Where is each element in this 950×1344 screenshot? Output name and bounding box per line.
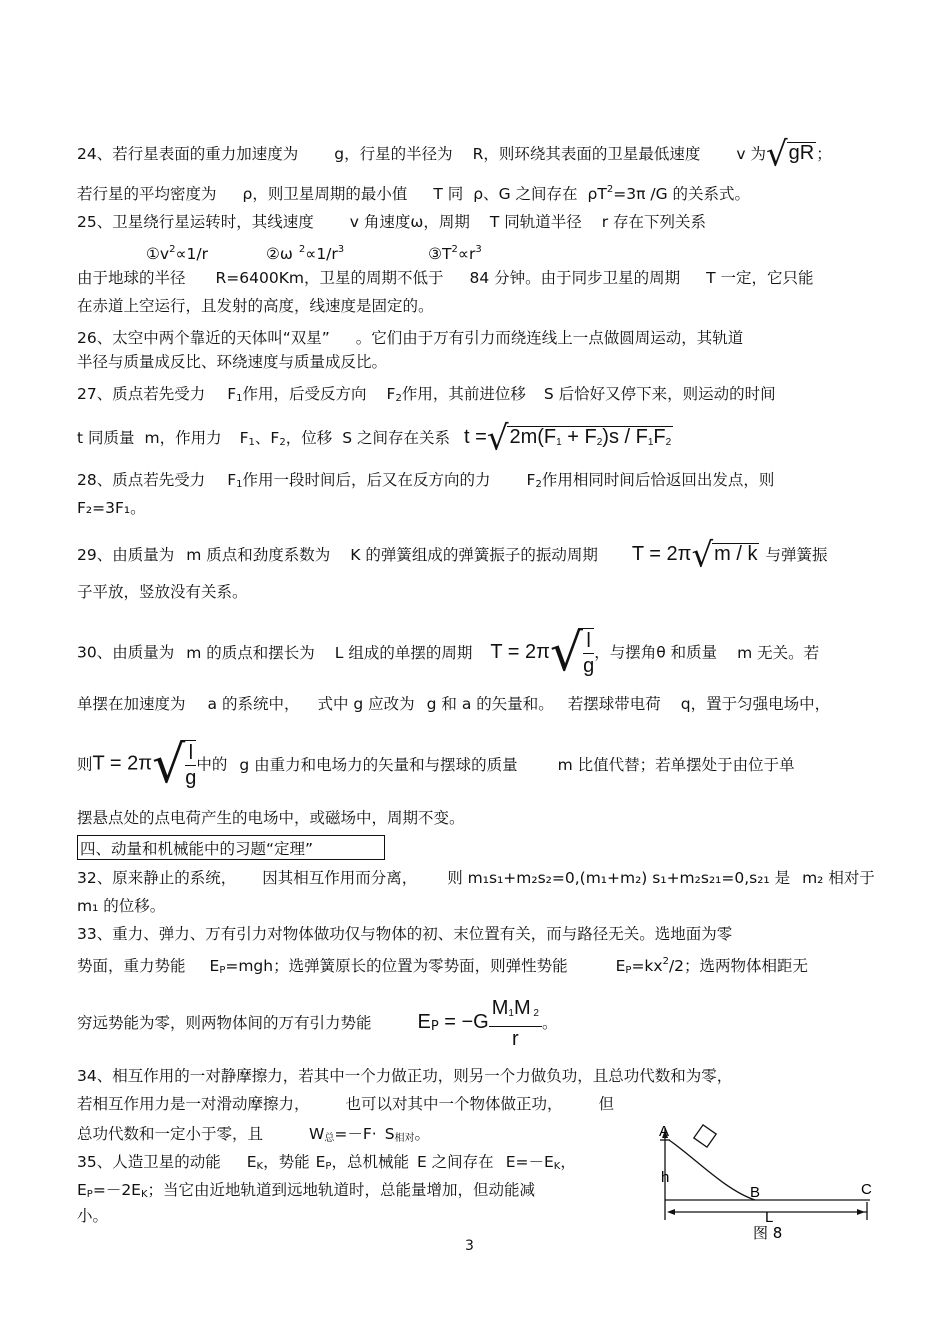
block [694, 1125, 716, 1147]
item-30-line2: 单摆在加速度为 a 的系统中， 式中 g 应改为 g 和 a 的矢量和。 若摆球带电荷 q，置于匀强电场中， [77, 695, 831, 713]
arrow-left [667, 1209, 675, 1215]
item-33-line3: 穷远势能为零，则两物体间的万有引力势能 EP = −G $\frac{M_1M _2}{r}$ 。 [77, 997, 558, 1050]
item-25-line3: 由于地球的半径 R=6400Km，卫星的周期不低于 84 分钟。由于同步卫星的周期 T 一定，它只能 [77, 269, 814, 287]
item-35-line1: 35、人造卫星的动能 $E_K$，势能 $E_P$，总机械能 E 之间存在 $E=-E_K$， [77, 1153, 576, 1172]
item-29-line2: 子平放，竖放没有关系。 [77, 583, 248, 601]
label-B: B [750, 1184, 761, 1201]
section-4-heading: 四、动量和机械能中的习题“定理” [77, 835, 385, 860]
figure-caption: 图 8 [753, 1224, 783, 1242]
item-32-line1: 32、原来静止的系统， 因其相互作用而分离， 则 m₁s₁+m₂s₂=0,(m₁+m₂) s₁+m₂s₂₁=0,s₂₁ 是 m₂ 相对于 [77, 869, 875, 887]
label-h: h [661, 1169, 670, 1186]
item-34-line1: 34、相互作用的一对静摩擦力，若其中一个力做正功，则另一个力做负功，且总功代数和为零， [77, 1067, 733, 1085]
item-24-line1: 24、若行星表面的重力加速度为 g，行星的半径为 R，则环绕其表面的卫星最低速度 v 为√gR ； [77, 134, 832, 175]
item-29-line1: 29、由质量为 m 质点和劲度系数为 K 的弹簧组成的弹簧振子的振动周期 T = 2π√m / k 与弹簧振 [77, 535, 828, 576]
item-26-line2: 半径与质量成反比、环绕速度与质量成反比。 [77, 353, 388, 371]
item-25-line4: 在赤道上空运行，且发射的高度，线速度是固定的。 [77, 297, 434, 315]
arrow-right [857, 1209, 865, 1215]
item-32-line2: m₁ 的位移。 [77, 897, 166, 915]
item-25-relations: $①v^2\propto 1/r$ ②ω $^2\propto 1/r^3$ $③T^2\propto r^3$ [146, 244, 482, 263]
item-25-line1: 25、卫星绕行星运转时，其线速度 v 角速度ω，周期 T 同轨道半径 r 存在下列关系 [77, 213, 707, 231]
item-24-line2: 若行星的平均密度为 ρ，则卫星周期的最小值 T 同 ρ、G 之间存在 $\rho T^2=3\pi$ /G 的关系式。 [77, 184, 751, 203]
item-28-line2: F₂=3F₁。 [77, 499, 146, 517]
item-33-line2: 势面，重力势能 $E_P=mgh$；选弹簧原长的位置为零势面，则弹性势能 $E_P=kx^2/2$；选两物体相距无 [77, 956, 809, 976]
item-33-line1: 33、重力、弹力、万有引力对物体做功仅与物体的初、末位置有关，而与路径无关。选地面为零 [77, 925, 733, 943]
page-number: 3 [465, 1238, 474, 1254]
item-34-line3: 总功代数和一定小于零，且 $W_总=-F\cdot S_{相对}$。 [77, 1125, 431, 1144]
item-30-line1: 30、由质量为 m 的质点和摆长为 L 组成的单摆的周期 T = 2π√ $\frac{l}{g}$ ，与摆角θ 和质量 m 无关。若 [77, 623, 820, 683]
item-27-line2: t 同质量 m，作用力 $F_1$、$F_2$，位移 S 之间存在关系 $t =√2m(F_1 + F_2)s / F_1F_2$ [77, 418, 672, 459]
item-28-line1: 28、质点若先受力 $F_1$作用一段时间后，后又在反方向的力 $F_2$作用相同时间后恰返回出发点，则 [77, 471, 775, 490]
item-30-line4: 摆悬点处的点电荷产生的电场中，或磁场中，周期不变。 [77, 809, 465, 827]
item-27-line1: 27、质点若先受力 $F_1$作用，后受反方向 $F_2$作用，其前进位移 S 后恰好又停下来，则运动的时间 [77, 385, 776, 404]
label-L: L [765, 1209, 774, 1226]
item-35-line2: $E_P=-2E_K$；当它由近地轨道到远地轨道时，总能量增加，但动能减 [77, 1181, 536, 1200]
item-34-line2: 若相互作用力是一对滑动摩擦力， 也可以对其中一个物体做正功， 但 [77, 1095, 615, 1113]
item-30-line3: 则T = 2π√ $\frac{l}{g}$ 中的 g 由重力和电场力的矢量和与摆球的质量 m 比值代替；若单摆处于由位于单 [77, 735, 795, 795]
label-A: A [659, 1123, 670, 1140]
label-C: C [861, 1181, 872, 1198]
figure-8-diagram [655, 1118, 885, 1243]
item-26-line1: 26、太空中两个靠近的天体叫“双星” 。它们由于万有引力而绕连线上一点做圆周运动，其轨道 [77, 329, 744, 347]
slope-curve [669, 1140, 755, 1200]
item-35-line3: 小。 [77, 1207, 109, 1225]
